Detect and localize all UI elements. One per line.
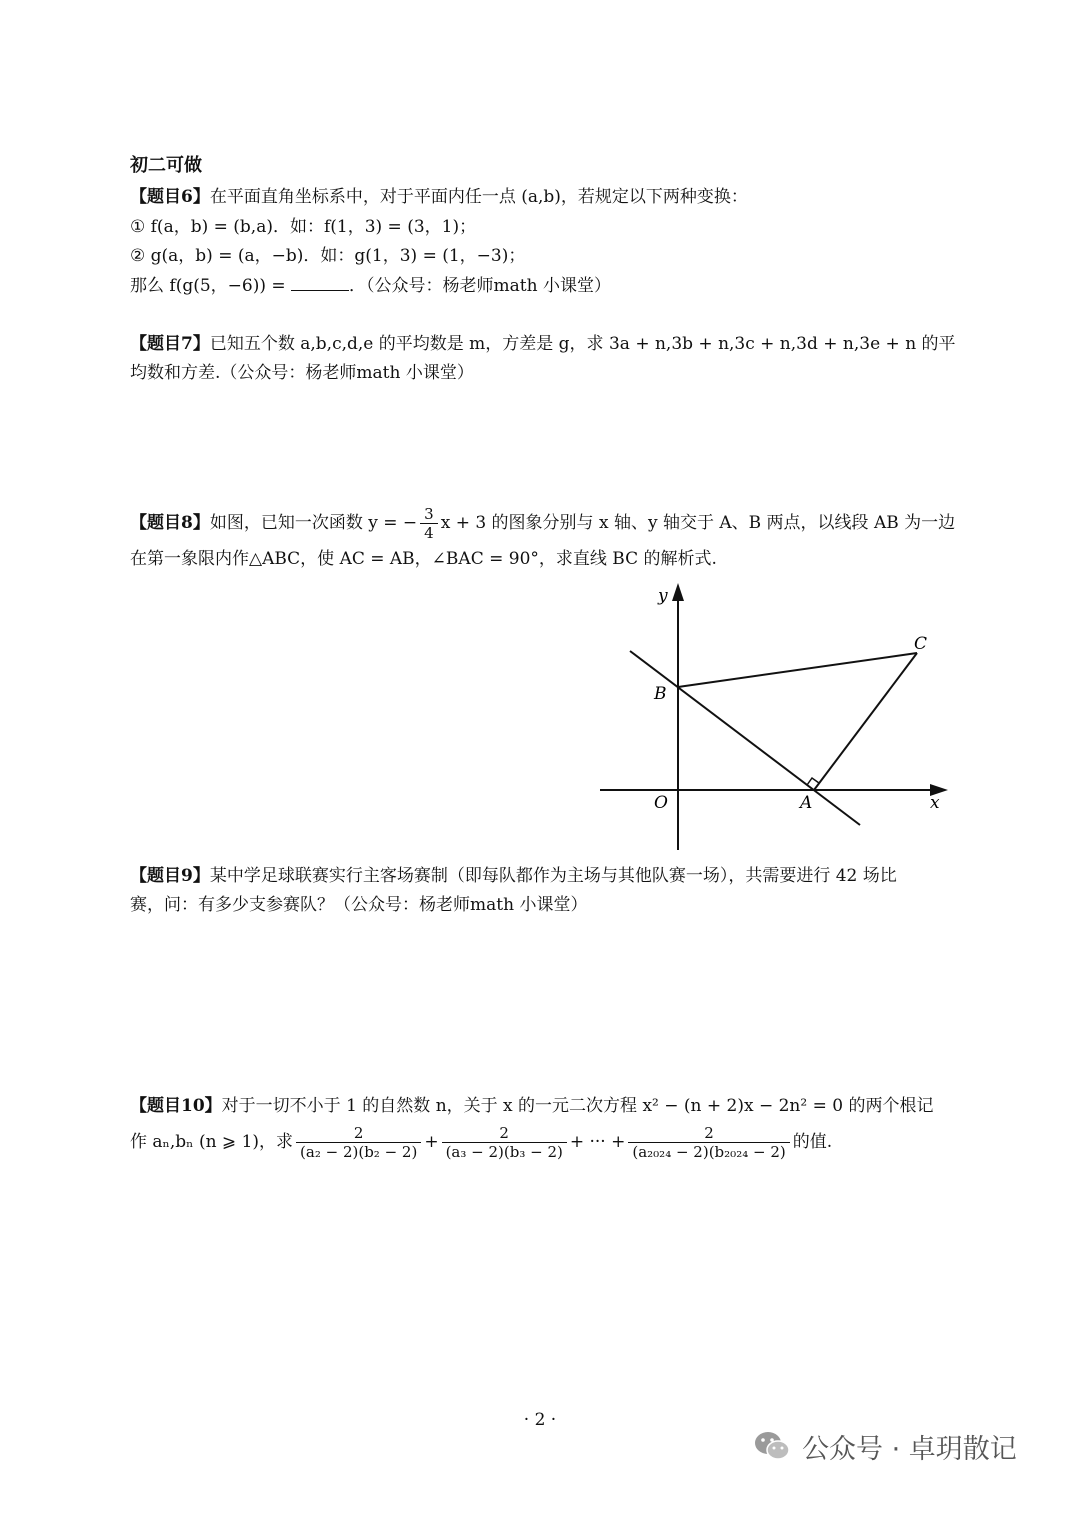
q10-f1-num: 2	[296, 1124, 421, 1143]
q10-f2-den: (a₃ − 2)(b₃ − 2)	[445, 1143, 563, 1161]
label-x: x	[930, 793, 940, 813]
q6-line1	[130, 186, 748, 208]
page-number: · 2 ·	[523, 1410, 557, 1430]
q9-line2: 赛，问：有多少支参赛队？（公众号：杨老师math 小课堂）	[130, 895, 588, 915]
q6-rule2: ② g(a，b) = (a，−b)．如：g(1，3) = (1，−3)；	[130, 246, 526, 266]
q8-line1	[130, 503, 955, 543]
q8-text-post: x + 3 的图象分别与 x 轴、y 轴交于 A、B 两点，以线段 AB 为一边	[440, 513, 956, 533]
q10-fraction-3	[628, 1124, 789, 1161]
q8-frac-num: 3	[420, 505, 438, 524]
q8-fraction	[420, 505, 438, 542]
q10-text2-pre: 作 aₙ,bₙ (n ⩾ 1)，求	[130, 1132, 294, 1152]
q10-text1: 对于一切不小于 1 的自然数 n，关于 x 的一元二次方程 x² − (n + 2)x − 2n² = 0 的两个根记	[221, 1096, 934, 1116]
q10-f3-den: (a₂₀₂₄ − 2)(b₂₀₂₄ − 2)	[632, 1143, 786, 1161]
q10-plus: +	[424, 1132, 439, 1152]
q10-fraction-2	[442, 1124, 567, 1161]
q6-ask-post: ．（公众号：杨老师math 小课堂）	[349, 276, 611, 296]
q10-f2-num: 2	[442, 1124, 567, 1143]
q10-f3-num: 2	[628, 1124, 789, 1143]
q10-line2	[130, 1120, 832, 1164]
q9-tag: 【题目9】	[130, 866, 210, 886]
section-title: 初二可做	[130, 155, 202, 176]
q10-fraction-1	[296, 1124, 421, 1161]
q10-tag: 【题目10】	[130, 1096, 222, 1116]
watermark-text: 公众号 · 卓玥散记	[802, 1433, 1017, 1465]
segment-bc	[678, 653, 917, 687]
watermark	[752, 1426, 1017, 1466]
coordinate-figure	[590, 575, 960, 860]
q9-text1: 某中学足球联赛实行主客场赛制（即每队都作为主场与其他队赛一场），共需要进行 42 场比	[209, 866, 897, 886]
segment-ac	[814, 653, 917, 790]
q7-text1: 已知五个数 a,b,c,d,e 的平均数是 m，方差是 g，求 3a + n,3b + n,3c + n,3d + n,3e + n 的平	[209, 334, 956, 354]
right-angle-mark	[807, 778, 819, 785]
wechat-icon	[752, 1426, 792, 1466]
q8-text-pre: 如图，已知一次函数 y = −	[209, 513, 418, 533]
label-a: A	[800, 793, 813, 813]
q8-line2: 在第一象限内作△ABC，使 AC = AB，∠BAC = 90°，求直线 BC 的解析式.	[130, 549, 717, 569]
q8-tag: 【题目8】	[130, 513, 210, 533]
q10-dots: + ··· +	[569, 1132, 626, 1152]
q9-line1	[130, 865, 897, 887]
q6-ask	[130, 275, 611, 297]
q10-f1-den: (a₂ − 2)(b₂ − 2)	[300, 1143, 418, 1161]
label-y: y	[658, 586, 668, 606]
q7-line1	[130, 333, 956, 355]
q6-ask-pre: 那么 f(g(5，−6)) =	[130, 276, 292, 296]
label-b: B	[654, 684, 667, 704]
q10-line1	[130, 1095, 933, 1117]
q6-text: 在平面直角坐标系中，对于平面内任一点 (a,b)，若规定以下两种变换：	[209, 187, 748, 207]
q6-rule1: ① f(a，b) = (b,a)．如：f(1，3) = (3，1)；	[130, 217, 477, 237]
label-c: C	[914, 634, 928, 654]
y-axis-arrow	[672, 583, 684, 601]
q7-tag: 【题目7】	[130, 334, 210, 354]
q10-text2-post: 的值.	[792, 1132, 833, 1152]
q8-frac-den: 4	[424, 524, 434, 542]
q6-tag: 【题目6】	[130, 187, 210, 207]
answer-blank	[291, 276, 349, 291]
q7-line2: 均数和方差.（公众号：杨老师math 小课堂）	[130, 363, 474, 383]
label-o: O	[654, 793, 668, 813]
